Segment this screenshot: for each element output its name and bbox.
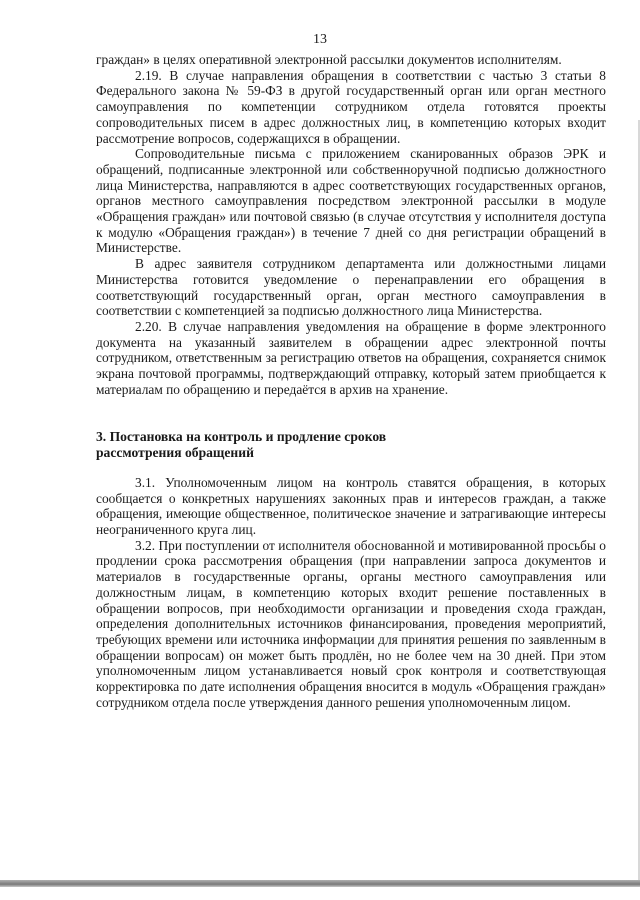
paragraph-continuation: граждан» в целях оперативной электронной рассылки документов исполнителям. [96, 52, 562, 67]
scan-bottom-shadow [0, 880, 640, 887]
paragraph-applicant-notice: В адрес заявителя сотрудником департамента или должностными лицами Министерства готовится уведомление о перенаправлении его обращения в соответствующий государственный орган, орган местного самоуправления в соответствии с компетенцией за подписью должностного лица Министерства. [96, 256, 606, 319]
section-heading-line-1: 3. Постановка на контроль и продление сроков [96, 429, 387, 445]
paragraph-cover-letters: Сопроводительные письма с приложением сканированных образов ЭРК и обращений, подписанные электронной или собственноручной подписью должностного лица Министерства, направляются в адрес соответствующих государственных органов, органов местного самоуправления посредством электронной рассылки в модуле «Обращения граждан» или почтовой связью (в случае отсутствия у исполнителя доступа к модулю «Обращения граждан») в течение 7 дней со дня регистрации обращений в Министерстве. [96, 146, 606, 256]
page-number: 13 [313, 32, 327, 47]
paragraph-3-2: 3.2. При поступлении от исполнителя обоснованной и мотивированной просьбы о продлении срока рассмотрения обращения (при направлении запроса документов и материалов в государственные органы, органы местного самоуправления или должностным лицам, в компетенцию которых входит решение поставленных в обращении вопросов, при необходимости организации и проведения схода граждан, определения дополнительных источников финансирования, проведения мероприятий, требующих времени или источника информации для принятия решения по заявленным в обращении вопросам) он может быть продлён, но не более чем на 30 дней. При этом уполномоченным лицом устанавливается новый срок контроля и соответствующая корректировка по дате исполнения обращения вносится в модуль «Обращения граждан» сотрудником отдела после утверждения данного решения уполномоченным лицом. [96, 537, 606, 710]
paragraph-3-1: 3.1. Уполномоченным лицом на контроль ставятся обращения, в которых сообщается о конкретных нарушениях законных прав и интересов граждан, а также обращения, имеющие общественное, политическое значение и затрагивающие интересы неограниченного круга лиц. [96, 474, 606, 537]
paragraph-2-20: 2.20. В случае направления уведомления на обращение в форме электронного документа на указанный заявителем в обращении адрес электронной почты сотрудником, ответственным за регистрацию ответов на обращения, сохраняется снимок экрана почтовой программы, подтверждающий отправку, который затем приобщается к материалам по обращению и передаётся в архив на хранение. [96, 318, 606, 397]
section-heading-line-2: рассмотрения обращений [96, 445, 254, 461]
document-body [96, 52, 606, 710]
paragraph-2-19: 2.19. В случае направления обращения в соответствии с частью 3 статьи 8 Федерального закона № 59-ФЗ в другой государственный орган или орган местного самоуправления по компетенции сотрудником отдела готовятся проекты сопроводительных писем в адрес должностных лиц, в компетенцию которых входит рассмотрение вопросов, содержащихся в обращении. [96, 67, 606, 146]
